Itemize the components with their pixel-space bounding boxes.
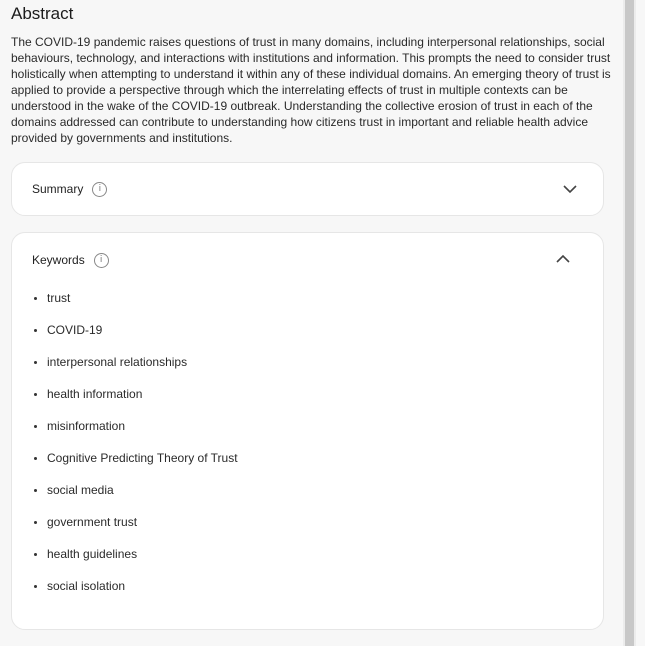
bullet-icon xyxy=(34,329,37,332)
keyword-item xyxy=(34,579,238,611)
keywords-list xyxy=(34,291,238,611)
keyword-item xyxy=(34,355,238,387)
bullet-icon xyxy=(34,521,37,524)
bullet-icon xyxy=(34,553,37,556)
chevron-up-icon[interactable] xyxy=(556,252,570,266)
keyword-text: interpersonal relationships xyxy=(47,355,188,369)
keyword-text: misinformation xyxy=(47,419,126,433)
keyword-text: trust xyxy=(47,291,71,305)
keywords-header[interactable] xyxy=(32,233,109,287)
chevron-down-icon[interactable] xyxy=(563,182,577,196)
keywords-card xyxy=(11,232,604,630)
keyword-text: Cognitive Predicting Theory of Trust xyxy=(47,451,238,465)
keyword-text: health guidelines xyxy=(47,547,138,561)
keyword-item xyxy=(34,451,238,483)
keyword-text: COVID-19 xyxy=(47,323,103,337)
info-icon[interactable]: i xyxy=(94,253,109,268)
keyword-item xyxy=(34,419,238,451)
keyword-item xyxy=(34,483,238,515)
keyword-text: social media xyxy=(47,483,114,497)
bullet-icon xyxy=(34,361,37,364)
bullet-icon xyxy=(34,457,37,460)
keyword-item xyxy=(34,323,238,355)
bullet-icon xyxy=(34,489,37,492)
keyword-text: health information xyxy=(47,387,143,401)
keyword-text: government trust xyxy=(47,515,138,529)
summary-header[interactable] xyxy=(32,163,107,215)
keywords-label: Keywords xyxy=(32,253,85,267)
abstract-text: The COVID-19 pandemic raises questions of trust in many domains, including interpersonal relationships, social behaviours, technology, and interactions with institutions and information. This prompts the need to consider trust holistically when attempting to understand it within any of these individual domains. An emerging theory of trust is applied to provide a perspective through which the interrelating effects of trust in multiple contexts can be understood in the wake of the COVID-19 outbreak. Understanding the collective erosion of trust in each of the domains addressed can contribute to understanding how citizens trust in important and reliable health advice provided by governments and institutions. xyxy=(11,35,611,145)
keyword-item xyxy=(34,291,238,323)
abstract-title: Abstract xyxy=(11,4,74,23)
info-icon[interactable]: i xyxy=(92,182,107,197)
keyword-item xyxy=(34,387,238,419)
keyword-text: social isolation xyxy=(47,579,126,593)
keyword-item xyxy=(34,547,238,579)
bullet-icon xyxy=(34,585,37,588)
keyword-item xyxy=(34,515,238,547)
bullet-icon xyxy=(34,393,37,396)
bullet-icon xyxy=(34,297,37,300)
summary-card[interactable] xyxy=(11,162,604,216)
bullet-icon xyxy=(34,425,37,428)
scrollbar-thumb[interactable] xyxy=(625,0,634,646)
summary-label: Summary xyxy=(32,182,84,196)
